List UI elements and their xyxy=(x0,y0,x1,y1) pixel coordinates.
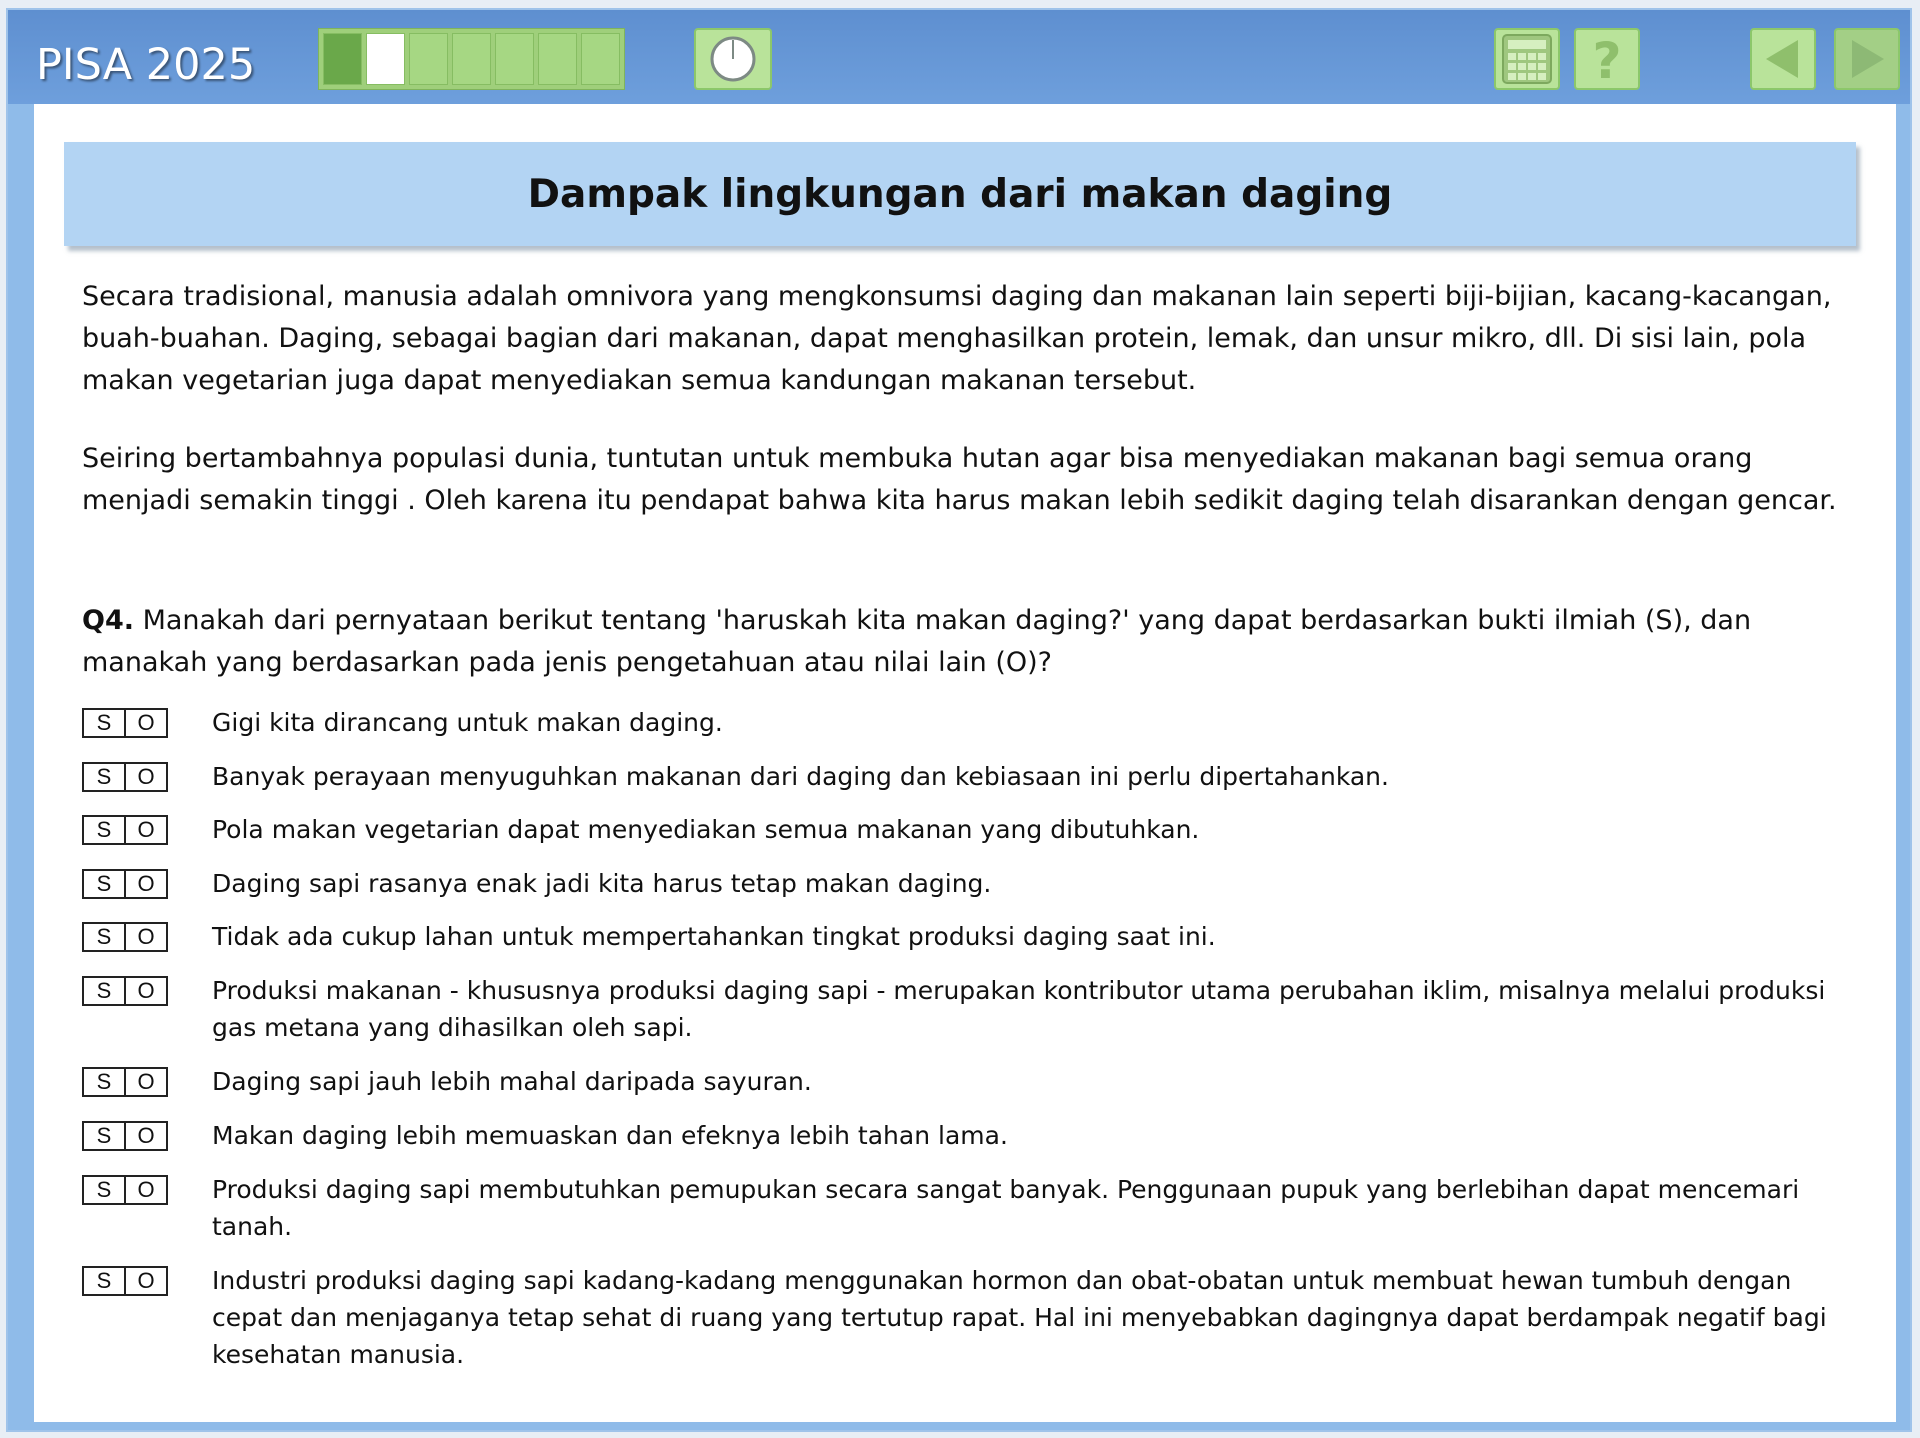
progress-segment-4 xyxy=(452,33,491,85)
option-s[interactable]: S xyxy=(96,1268,112,1293)
svg-text:?: ? xyxy=(1592,32,1622,86)
statement-text: Industri produksi daging sapi kadang-kadang menggunakan hormon dan obat-obatan untuk membuat hewan tumbuh dengan cepat dan menjaganya tetap sehat di ruang yang tertutup rapat. Hal ini menyebabkan dagingnya dapat berdampak negatif bagi kesehatan manusia. xyxy=(212,1266,1827,1369)
next-button[interactable] xyxy=(1834,28,1900,90)
intro-paragraph-1: Secara tradisional, manusia adalah omnivora yang mengkonsumsi daging dan makanan lain seperti biji-bijian, kacang-kacangan, buah-buahan. Daging, sebagai bagian dari makanan, dapat menghasilkan protein, lemak, dan unsur mikro, dll. Di sisi lain, pola makan vegetarian juga dapat menyediakan semua kandungan makanan tersebut. xyxy=(82,281,1832,396)
option-s[interactable]: S xyxy=(96,710,112,735)
intro-paragraph-2: Seiring bertambahnya populasi dunia, tuntutan untuk membuka hutan agar bisa menyediakan makanan bagi semua orang menjadi semakin tinggi . Oleh karena itu pendapat bahwa kita harus makan lebih sedikit daging telah disarankan dengan gencar. xyxy=(82,443,1837,516)
statement-text: Banyak perayaan menyuguhkan makanan dari daging dan kebiasaan ini perlu dipertahankan. xyxy=(212,762,1389,791)
statement-row xyxy=(82,811,1862,848)
statement-row xyxy=(82,704,1862,741)
page-title: Dampak lingkungan dari makan daging xyxy=(527,171,1393,217)
calculator-icon xyxy=(1501,33,1553,85)
option-o[interactable]: O xyxy=(124,1268,166,1294)
question-text xyxy=(82,600,1862,684)
option-o[interactable]: O xyxy=(124,764,166,790)
back-arrow-icon xyxy=(1760,36,1806,82)
option-s[interactable]: S xyxy=(96,871,112,896)
statement-text: Produksi makanan - khususnya produksi daging sapi - merupakan kontributor utama perubahan iklim, misalnya melalui produksi gas metana yang dihasilkan oleh sapi. xyxy=(212,976,1826,1042)
option-o[interactable]: O xyxy=(124,1177,166,1203)
progress-indicator xyxy=(318,28,625,90)
question-body: Manakah dari pernyataan berikut tentang 'haruskah kita makan daging?' yang dapat berdasarkan bukti ilmiah (S), dan manakah yang berdasarkan pada jenis pengetahuan atau nilai lain (O)? xyxy=(82,605,1752,678)
so-selector xyxy=(82,1121,168,1151)
option-s[interactable]: S xyxy=(96,1177,112,1202)
so-selector xyxy=(82,1067,168,1097)
next-arrow-icon xyxy=(1844,36,1890,82)
option-o[interactable]: O xyxy=(124,1069,166,1095)
statement-row xyxy=(82,1063,1862,1100)
statement-text: Makan daging lebih memuaskan dan efeknya lebih tahan lama. xyxy=(212,1121,1008,1150)
progress-segment-6 xyxy=(538,33,577,85)
so-selector xyxy=(82,815,168,845)
statement-text: Produksi daging sapi membutuhkan pemupukan secara sangat banyak. Penggunaan pupuk yang berlebihan dapat mencemari tanah. xyxy=(212,1175,1800,1241)
progress-segment-2 xyxy=(366,33,405,85)
so-selector xyxy=(82,869,168,899)
help-icon xyxy=(1582,32,1632,86)
statement-text: Gigi kita dirancang untuk makan daging. xyxy=(212,708,723,737)
so-selector xyxy=(82,708,168,738)
statement-row xyxy=(82,758,1862,795)
option-o[interactable]: O xyxy=(124,978,166,1004)
progress-segment-7 xyxy=(581,33,620,85)
so-selector xyxy=(82,922,168,952)
statement-row xyxy=(82,1117,1862,1154)
statement-text: Daging sapi rasanya enak jadi kita harus tetap makan daging. xyxy=(212,869,992,898)
app-title: PISA 2025 xyxy=(36,40,256,90)
statement-text: Pola makan vegetarian dapat menyediakan semua makanan yang dibutuhkan. xyxy=(212,815,1200,844)
so-selector xyxy=(82,976,168,1006)
statement-text: Daging sapi jauh lebih mahal daripada sayuran. xyxy=(212,1067,812,1096)
option-s[interactable]: S xyxy=(96,817,112,842)
content-pane xyxy=(34,104,1896,1422)
option-o[interactable]: O xyxy=(124,1123,166,1149)
option-s[interactable]: S xyxy=(96,1069,112,1094)
option-o[interactable]: O xyxy=(124,871,166,897)
so-selector xyxy=(82,1266,168,1296)
option-s[interactable]: S xyxy=(96,924,112,949)
progress-segment-1 xyxy=(323,33,362,85)
back-button[interactable] xyxy=(1750,28,1816,90)
page-title-banner xyxy=(64,142,1856,246)
option-s[interactable]: S xyxy=(96,764,112,789)
question-label: Q4. xyxy=(82,605,134,636)
app-frame xyxy=(6,8,1912,1432)
statement-text: Tidak ada cukup lahan untuk mempertahankan tingkat produksi daging saat ini. xyxy=(212,922,1216,951)
statement-row xyxy=(82,918,1862,955)
progress-segment-3 xyxy=(409,33,448,85)
so-selector xyxy=(82,762,168,792)
option-o[interactable]: O xyxy=(124,710,166,736)
statement-row xyxy=(82,1171,1862,1245)
timer-icon xyxy=(708,34,758,84)
calculator-button[interactable] xyxy=(1494,28,1560,90)
help-button[interactable] xyxy=(1574,28,1640,90)
option-s[interactable]: S xyxy=(96,978,112,1003)
progress-segment-5 xyxy=(495,33,534,85)
so-selector xyxy=(82,1175,168,1205)
top-toolbar xyxy=(8,10,1910,104)
option-o[interactable]: O xyxy=(124,817,166,843)
option-s[interactable]: S xyxy=(96,1123,112,1148)
statement-row xyxy=(82,972,1862,1046)
statement-row xyxy=(82,1262,1862,1373)
option-o[interactable]: O xyxy=(124,924,166,950)
timer-button[interactable] xyxy=(694,28,772,90)
statement-row xyxy=(82,865,1862,902)
